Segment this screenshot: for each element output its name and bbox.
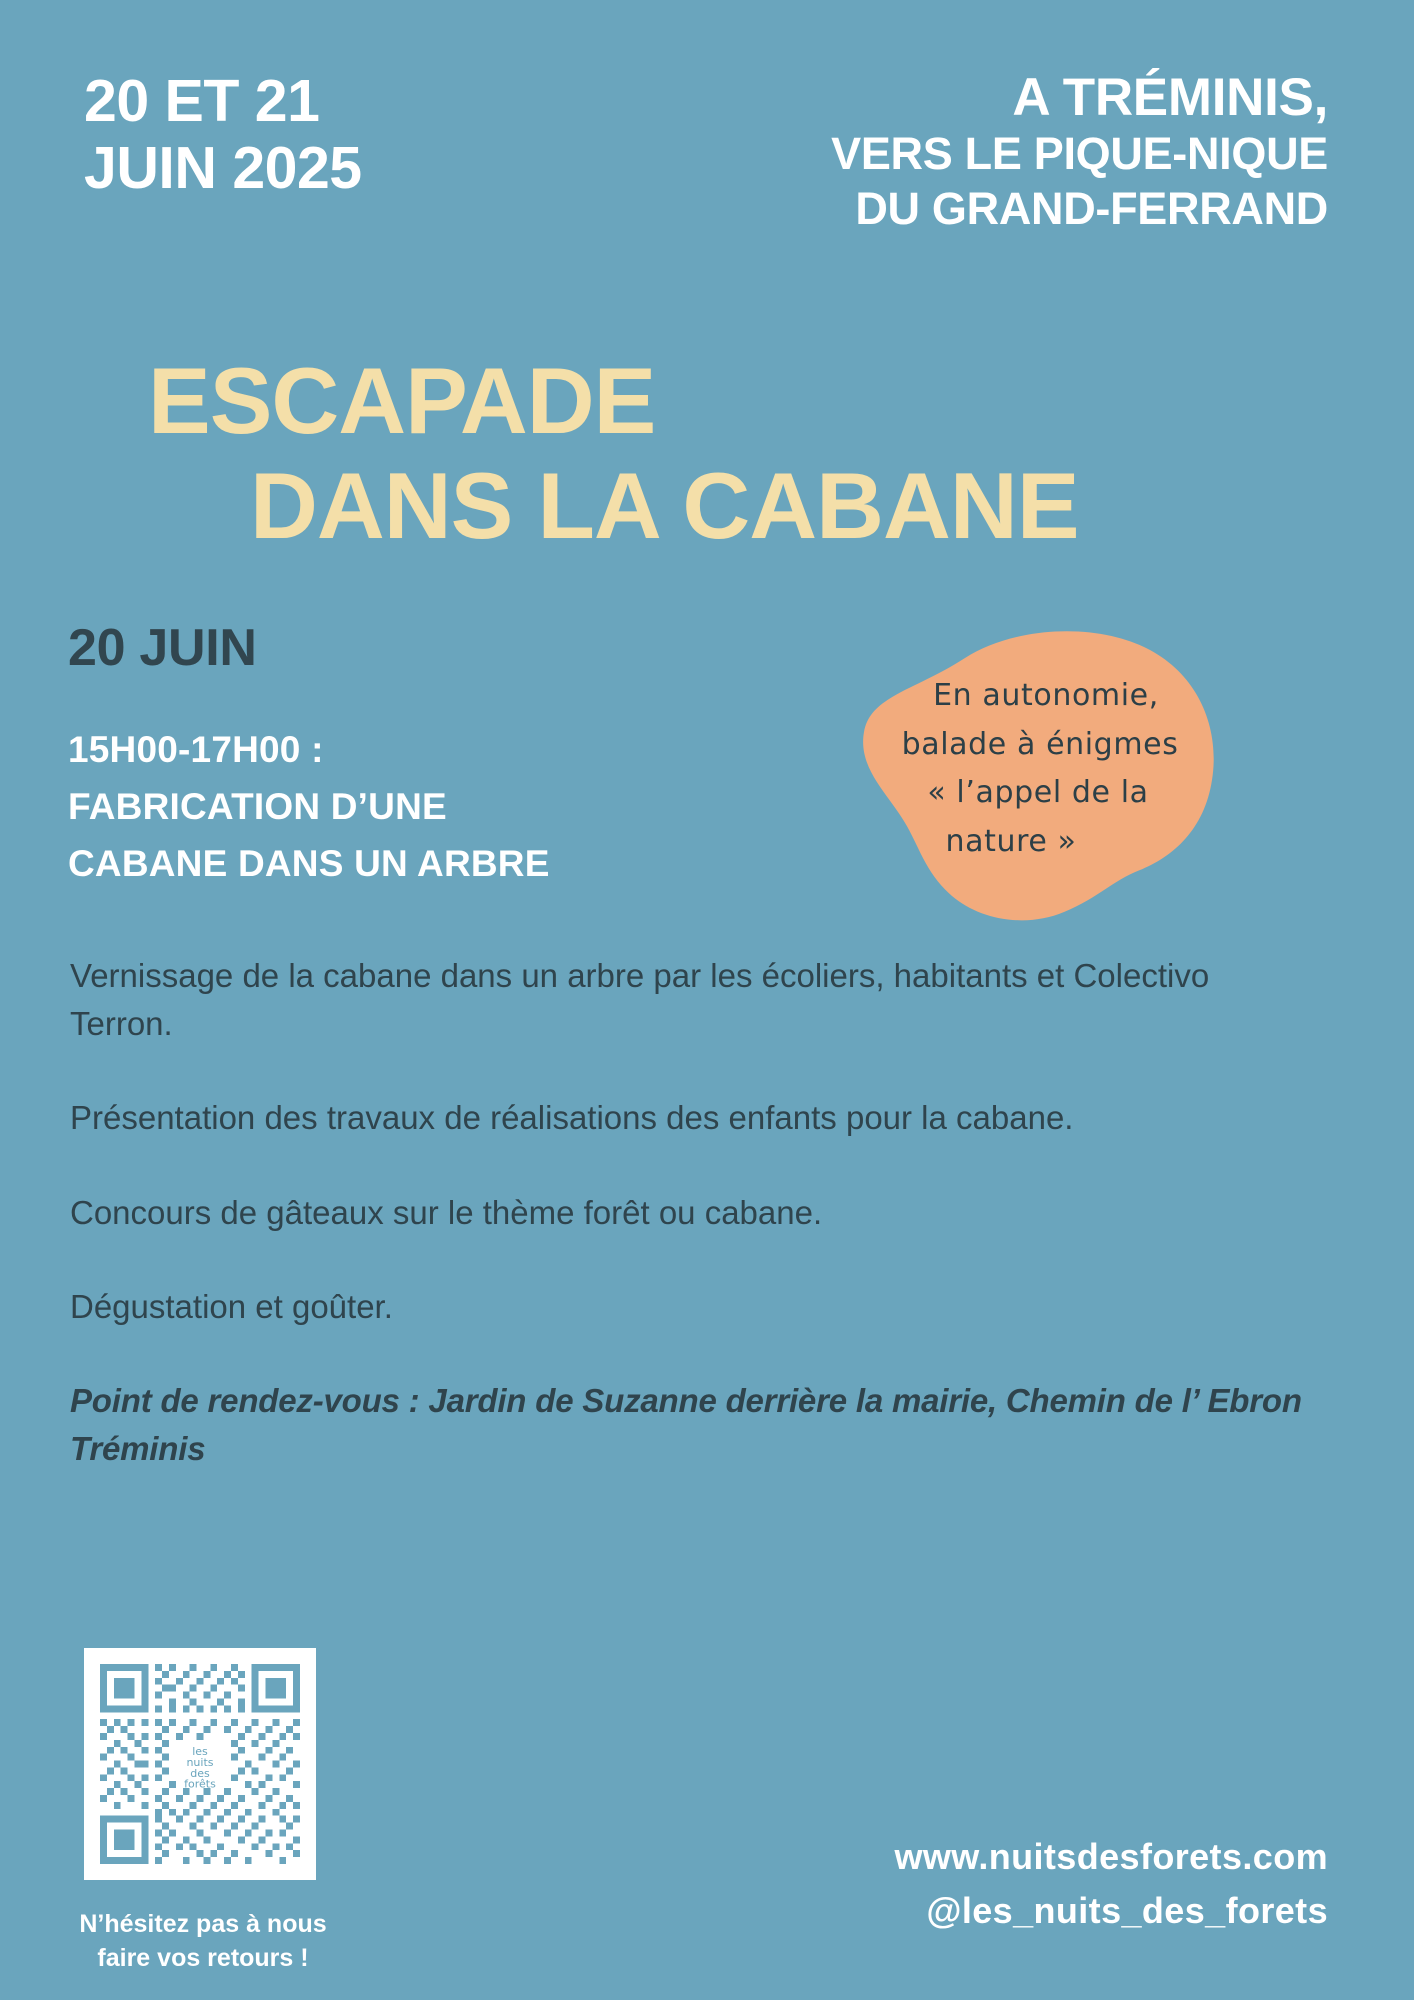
blob-line3: « l’appel de la [927,775,1149,811]
footer-links [894,1830,1328,1938]
program-activity-line1: FABRICATION D’UNE [68,785,447,827]
description-paragraph: Présentation des travaux de réalisations des enfants pour la cabane. [70,1099,1074,1137]
program-details [68,722,550,893]
instagram-handle[interactable]: @les_nuits_des_forets [926,1890,1328,1931]
qr-logo-line4: forêts [184,1777,216,1791]
program-activity-line2: CABANE DANS UN ARBRE [68,842,550,884]
program-time: 15H00-17H00 : [68,729,324,770]
event-location-line1: A TRÉMINIS, [1012,68,1328,127]
poster-title-line1: ESCAPADE [148,348,656,453]
program-day-heading: 20 JUIN [68,619,257,677]
event-dates [84,68,362,201]
poster-header [0,68,1414,328]
event-description [70,952,1320,1473]
qr-caption-line2: faire vos retours ! [97,1943,309,1972]
qr-caption-line1: N’hésitez pas à nous [79,1910,327,1938]
meeting-point: Point de rendez-vous : Jardin de Suzanne derrière la mairie, Chemin de l’ Ebron Tréminis [70,1381,1302,1468]
poster-title-line2: DANS LA CABANE [250,453,1079,559]
poster-title [0,348,1414,559]
event-dates-line2: JUIN 2025 [84,134,362,201]
blob-line2: balade à énigmes [901,726,1179,762]
event-location-line2: VERS LE PIQUE-NIQUE [831,128,1328,180]
event-location-line3: DU GRAND-FERRAND [855,183,1328,235]
description-paragraph: Vernissage de la cabane dans un arbre par les écoliers, habitants et Colectivo Terron. [70,957,1210,1043]
qr-logo-line1: les [192,1745,208,1759]
qr-caption [58,1908,348,1976]
blob-text [862,672,1222,866]
event-location [831,68,1328,237]
description-paragraph: Dégustation et goûter. [70,1287,393,1325]
qr-code[interactable] [84,1648,316,1880]
blob-line4: nature » [945,823,1077,859]
website-link[interactable]: www.nuitsdesforets.com [894,1836,1328,1877]
qr-code-image [100,1664,300,1864]
event-dates-line1: 20 ET 21 [84,68,320,134]
highlight-blob [840,620,1240,950]
qr-logo-line3: des [190,1767,210,1781]
description-paragraph: Concours de gâteaux sur le thème forêt ou cabane. [70,1193,823,1231]
blob-line1: En autonomie, [933,678,1159,713]
qr-logo-line2: nuits [186,1756,214,1770]
